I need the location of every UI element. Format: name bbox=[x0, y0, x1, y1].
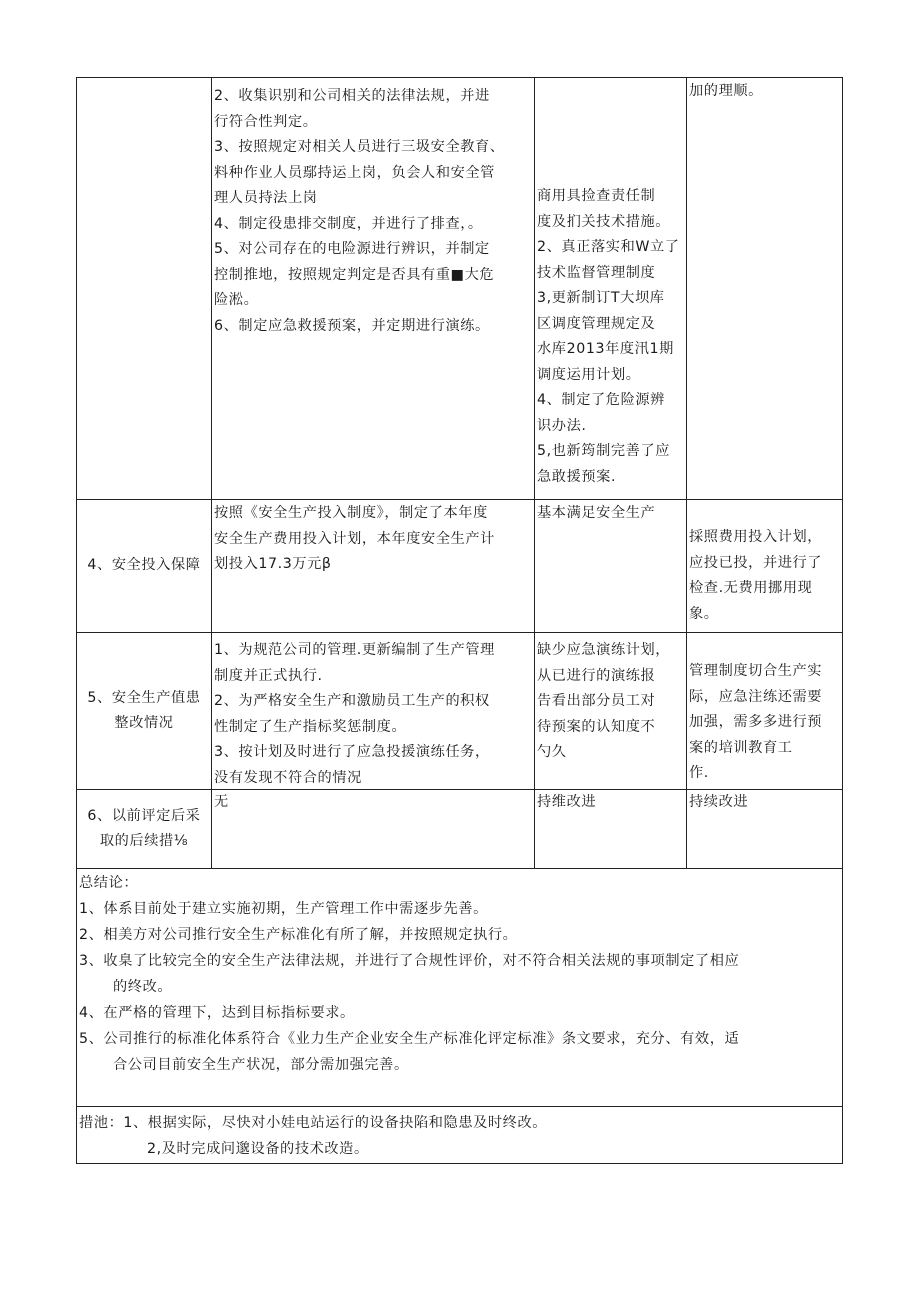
work-line: 险淞。 bbox=[214, 292, 259, 308]
item-label: 取的后续措⅛ bbox=[99, 833, 189, 849]
work-line: 无 bbox=[214, 794, 229, 810]
problem-cell bbox=[535, 790, 687, 869]
eval-line: 应投已投，并进行了 bbox=[689, 554, 823, 571]
summary-item: 4、在严格的管理下，达到目标指标要求。 bbox=[79, 1005, 355, 1021]
work-cell bbox=[212, 78, 535, 500]
problem-line: 缺少应急演练计划， bbox=[537, 642, 671, 658]
eval-line: 检查.无费用挪用现 bbox=[689, 580, 813, 596]
problem-line: 告看出部分员工对 bbox=[537, 693, 656, 709]
eval-line: 採照费用投入计划， bbox=[689, 529, 823, 545]
measures-cell bbox=[77, 1107, 843, 1164]
work-cell bbox=[212, 500, 535, 633]
evaluation-sheet bbox=[76, 77, 842, 1164]
problem-line: 勺久 bbox=[537, 744, 567, 760]
table-row bbox=[77, 78, 843, 500]
measures-line: 2,及时完成问邈设备的技术改造。 bbox=[147, 1141, 369, 1157]
problem-line: 水库2013年度汛1期 bbox=[537, 341, 674, 357]
measures-line: 措池：1、根据实际，尽快对小娃电站运行的设备抉陷和隐患及时终改。 bbox=[79, 1115, 548, 1131]
eval-line: 作. bbox=[689, 765, 709, 781]
problem-line: 3,更新制订T大坝库 bbox=[537, 290, 665, 306]
work-line: 性制定了生产指标奖惩制度。 bbox=[214, 718, 407, 735]
eval-line: 象。 bbox=[689, 605, 719, 622]
summary-row bbox=[77, 869, 843, 1107]
eval-line: 持续改进 bbox=[689, 794, 749, 810]
item-cell bbox=[77, 500, 212, 633]
work-line: 3、按计划及时进行了应急投援演练任务， bbox=[214, 744, 490, 760]
problem-line: 基本满足安全生产 bbox=[537, 505, 656, 521]
eval-cell bbox=[687, 633, 843, 790]
table-row bbox=[77, 633, 843, 790]
table-row bbox=[77, 790, 843, 869]
work-line: 制度并正式执行. bbox=[214, 667, 323, 684]
work-line: 料种作业人员鄢持运上岗，负会人和安全管 bbox=[214, 164, 495, 181]
problem-cell bbox=[535, 633, 687, 790]
work-line: 5、对公司存在的电险源进行辨识，并制定 bbox=[214, 241, 490, 257]
summary-item: 的终改。 bbox=[113, 979, 173, 995]
work-line: 控制推地，按照规定判定是否具有重■大危 bbox=[214, 266, 495, 283]
measures-row bbox=[77, 1107, 843, 1164]
work-line: 理人员持法上岗 bbox=[214, 190, 318, 206]
item-label: 4、安全投入保障 bbox=[87, 557, 201, 574]
problem-line: 技术监督管理制度 bbox=[537, 264, 656, 281]
work-line: 1、为规范公司的管理.更新编制了生产管理 bbox=[214, 642, 495, 658]
item-label: 整改情况 bbox=[114, 715, 174, 731]
problem-line: 调度运用计划。 bbox=[537, 366, 641, 383]
problem-line: 4、制定了危险源辨 bbox=[537, 392, 665, 408]
problem-line: 5,也新筠制完善了应 bbox=[537, 443, 671, 459]
problem-line: 急敢援预案. bbox=[537, 468, 617, 485]
summary-title: 总结论： bbox=[79, 875, 139, 891]
work-line: 行符合性判定。 bbox=[214, 113, 318, 130]
item-label: 5、安全生产值患 bbox=[87, 689, 201, 706]
summary-item: 合公司目前安全生产状况，部分需加强完善。 bbox=[113, 1057, 409, 1073]
summary-item: 5、公司推行的标准化体系符合《业力生产企业安全生产标准化评定标准》条文要求，充分、有效，适 bbox=[79, 1031, 740, 1047]
item-cell bbox=[77, 633, 212, 790]
problem-line: 2、真正落实和W立了 bbox=[537, 239, 680, 255]
work-line: 没有发现不符合的情况 bbox=[214, 769, 362, 785]
item-label: 6、以前评定后采 bbox=[87, 807, 201, 824]
work-line: 4、制定役患排交制度，并进行了排查，。 bbox=[214, 215, 483, 232]
summary-item: 3、收臬了比较完全的安全生产法律法规，并进行了合规性评价，对不符合相关法规的事项制定了相应 bbox=[79, 953, 740, 969]
summary-item: 2、相美方对公司推行安全生产标准化有所了解，并按照规定执行。 bbox=[79, 927, 518, 943]
work-cell bbox=[212, 633, 535, 790]
problem-line: 从已进行的演练报 bbox=[537, 667, 656, 684]
summary-item: 1、体系目前处于建立实施初期，生产管理工作中需逐步先善。 bbox=[79, 901, 488, 917]
eval-cell bbox=[687, 500, 843, 633]
problem-line: 待预案的认知度不 bbox=[537, 718, 656, 735]
eval-line: 管理制度切合生产实 bbox=[689, 663, 823, 679]
eval-line: 加的理顺。 bbox=[689, 83, 763, 99]
eval-cell bbox=[687, 790, 843, 869]
eval-line: 加强，需多多进行预 bbox=[689, 714, 823, 730]
problem-line: 持维改进 bbox=[537, 794, 597, 810]
work-line: 安全生产费用投入计划，本年度安全生产计 bbox=[214, 530, 495, 547]
work-line: 6、制定应急救援预案，并定期进行演练。 bbox=[214, 317, 490, 334]
work-line: 2、为严格安全生产和激励员工生产的积权 bbox=[214, 693, 490, 709]
problem-line: 度及扪关技术措施。 bbox=[537, 213, 671, 230]
item-cell bbox=[77, 78, 212, 500]
work-cell bbox=[212, 790, 535, 869]
evaluation-table bbox=[76, 77, 843, 1164]
problem-line: 商用具捡查责任制 bbox=[537, 188, 656, 204]
problem-line: 区调度管理规定及 bbox=[537, 315, 656, 332]
problem-cell bbox=[535, 78, 687, 500]
table-row bbox=[77, 500, 843, 633]
problem-cell bbox=[535, 500, 687, 633]
eval-line: 际，应急注练还需要 bbox=[689, 688, 823, 705]
work-line: 2、收集识别和公司相关的法律法规，并进 bbox=[214, 88, 490, 104]
work-line: 3、按照规定对相关人员进行三圾安全教育、 bbox=[214, 139, 505, 155]
eval-line: 案的培训教育工 bbox=[689, 739, 793, 756]
summary-cell bbox=[77, 869, 843, 1107]
eval-cell bbox=[687, 78, 843, 500]
work-line: 划投入17.3万元β bbox=[214, 556, 332, 572]
problem-line: 识办法. bbox=[537, 417, 587, 434]
item-cell bbox=[77, 790, 212, 869]
work-line: 按照《安全生产投入制度》，制定了本年度 bbox=[214, 505, 488, 521]
